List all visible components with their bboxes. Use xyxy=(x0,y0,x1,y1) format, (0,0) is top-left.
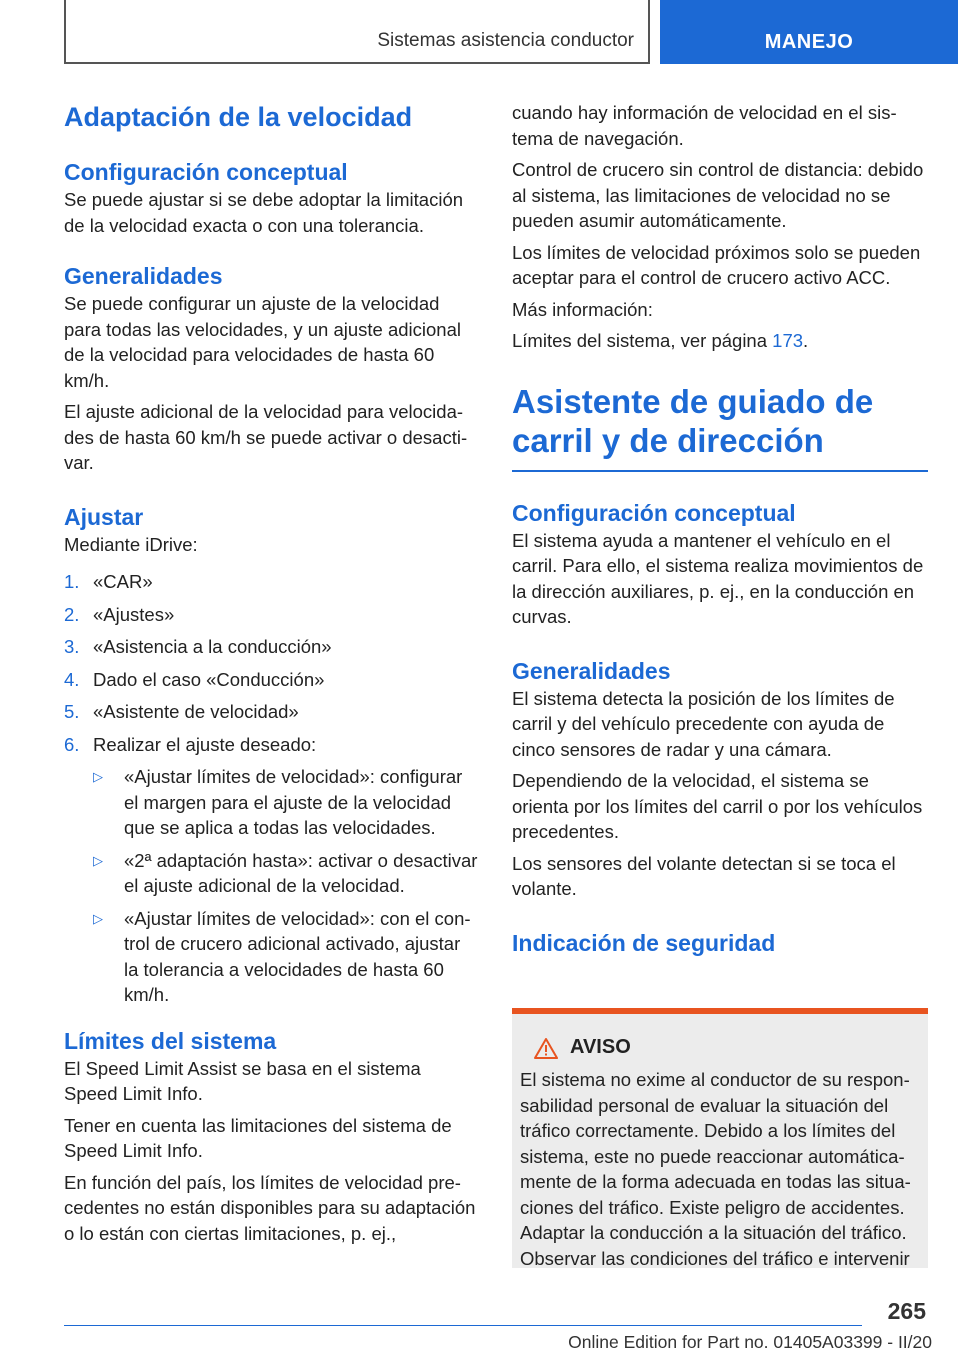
warning-triangle-icon xyxy=(534,1037,558,1059)
continued-paragraph-3: Los límites de velocidad próximos solo se pueden aceptar para el control de crucero activo ACC. xyxy=(512,241,921,288)
sub-options-list xyxy=(93,764,478,1008)
heading-concept: Configuración conceptual xyxy=(64,159,348,185)
header-section-box xyxy=(64,0,650,64)
limits-paragraph-2: Tener en cuenta las limitaciones del sistema de Speed Limit Info. xyxy=(64,1114,452,1161)
triangle-bullet-icon: ▷ xyxy=(93,910,103,926)
section-title-lane-assistant: Asistente de guiado de carril y de dirección xyxy=(512,382,874,459)
general-paragraph-2: El ajuste adicional de la velocidad para velocidades de hasta 60 km/h se puede activar o desactivar. xyxy=(64,401,468,473)
general-right-paragraph-2: Dependiendo de la velocidad, el sistema se orienta por los límites del carril o por los vehículos precedentes. xyxy=(512,770,923,842)
adjust-steps-list xyxy=(64,569,478,1008)
step-item: 3. «Asistencia a la conducción» xyxy=(64,636,332,657)
warning-title: AVISO xyxy=(570,1036,631,1058)
page-link[interactable]: 173 xyxy=(772,330,804,351)
warning-text: El sistema no exime al conductor de su responsabilidad personal de evaluar la situación del tráfico correctamente. Debido a los límites del sistema, este no puede reaccionar automáticamente de la forma adecuada en todas las situaciones del tráfico. Existe peligro de accidentes. Adaptar la conducción a la situación del tráfico. Observar las condiciones del tráfico e intervenir xyxy=(520,1069,911,1269)
limits-paragraph-1: El Speed Limit Assist se basa en el sistema Speed Limit Info. xyxy=(64,1057,421,1104)
page-number: 265 xyxy=(887,1298,926,1324)
heading-concept-right: Configuración conceptual xyxy=(512,499,796,526)
adjust-intro: Mediante iDrive: xyxy=(64,533,198,555)
title-divider xyxy=(512,470,928,472)
limits-paragraph-3: En función del país, los límites de velocidad precedentes no están disponibles para su adaptación o lo están con ciertas limitaciones, p. ej., xyxy=(64,1171,476,1244)
heading-system-limits: Límites del sistema xyxy=(64,1027,277,1054)
continued-paragraph-2: Control de crucero sin control de distancia: debido al sistema, las limitaciones de velocidad no se pueden asumir automáticamente. xyxy=(512,159,924,231)
general-right-paragraph-1: El sistema detecta la posición de los límites de carril y del vehículo precedente con ayuda de cinco sensores de radar y una cámara. xyxy=(512,687,895,760)
concept-text-right: El sistema ayuda a mantener el vehículo en el carril. Para ello, el sistema realiza movimientos de la dirección auxiliares, p. ej., en la conducción en curvas. xyxy=(512,529,924,627)
sub-option: ▷ «Ajustar límites de velocidad»: con el control de crucero adicional activado, ajustar la tolerancia a velocidades de hasta 60 km/h. xyxy=(93,907,471,1005)
section-title-speed-adaptation: Adaptación de la velocidad xyxy=(64,102,413,132)
sub-option: ▷ «2ª adaptación hasta»: activar o desactivar el ajuste adicional de la velocidad. xyxy=(93,849,478,896)
sub-option: ▷ «Ajustar límites de velocidad»: configurar el margen para el ajuste de la velocidad que se aplica a todas las velocidades. xyxy=(93,766,463,838)
header-section-title: Sistemas asistencia conductor xyxy=(377,30,634,51)
heading-adjust: Ajustar xyxy=(64,503,144,530)
heading-safety: Indicación de seguridad xyxy=(512,929,776,956)
footer-edition: Online Edition for Part no. 01405A03399 - II/20 xyxy=(568,1332,932,1352)
step-item: 6. Realizar el ajuste deseado: ▷ «Ajustar límites de velocidad»: configurar el margen para el ajuste de la velocidad que se aplica a todas las velocidades. ▷ «2ª adaptación hasta»: activar o desactivar el ajuste adicional de la velocidad. ▷ «Ajustar límites de velocidad»: con el control de crucero adicional activado, ajustar la tolerancia a velocidades de hasta 60 km/h. xyxy=(64,732,478,1008)
page-reference: Límites del sistema, ver página 173. xyxy=(512,330,809,351)
footer-divider xyxy=(64,1325,862,1326)
heading-general-right: Generalidades xyxy=(512,657,671,684)
concept-text: Se puede ajustar si se debe adoptar la limitación de la velocidad exacta o con una tolerancia. xyxy=(64,189,464,236)
step-item: 1. «CAR» xyxy=(64,571,153,592)
warning-header xyxy=(520,1036,920,1059)
general-right-paragraph-3: Los sensores del volante detectan si se toca el volante. xyxy=(512,852,896,899)
triangle-bullet-icon: ▷ xyxy=(93,769,103,784)
header-chapter-tab[interactable]: MANEJO xyxy=(660,0,958,64)
left-column xyxy=(64,100,478,1246)
step-item: 5. «Asistente de velocidad» xyxy=(64,701,299,722)
heading-general: Generalidades xyxy=(64,263,223,289)
triangle-bullet-icon: ▷ xyxy=(93,852,103,868)
warning-box xyxy=(512,1008,928,1268)
more-info-label: Más información: xyxy=(512,298,653,320)
step-item: 2. «Ajustes» xyxy=(64,603,175,625)
right-column xyxy=(512,100,928,958)
step-item: 4. Dado el caso «Conducción» xyxy=(64,668,325,690)
general-paragraph-1: Se puede configurar un ajuste de la velocidad para todas las velocidades, y un ajuste adicional de la velocidad para velocidades de hasta 60 km/h. xyxy=(64,293,461,391)
continued-paragraph-1: cuando hay información de velocidad en el sistema de navegación. xyxy=(512,102,897,149)
